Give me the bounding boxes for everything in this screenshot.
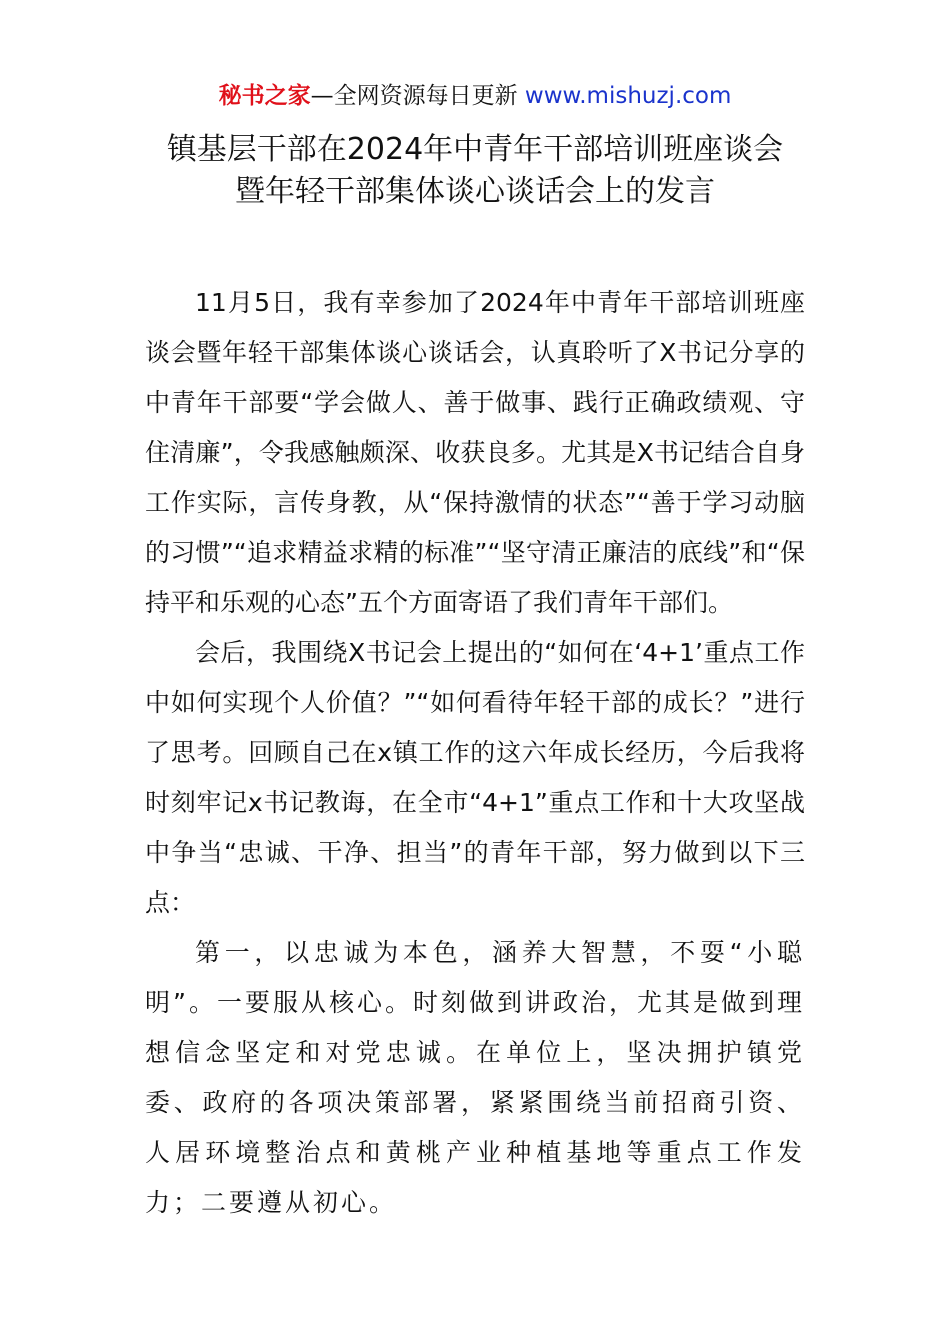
header-tagline: —全网资源每日更新 bbox=[310, 83, 525, 109]
body-paragraph-1: 11月5日，我有幸参加了2024年中青年干部培训班座谈会暨年轻干部集体谈心谈话会，认真聆听了X书记分享的中青年干部要“学会做人、善于做事、践行正确政绩观、守住清廉”，令我感触颇深、收获良多。尤其是X书记结合自身工作实际，言传身教，从“保持激情的状态”“善于学习动脑的习惯”“追求精益求精的标准”“坚守清正廉洁的底线”和“保持平和乐观的心态”五个方面寄语了我们青年干部们。 bbox=[145, 288, 805, 617]
title-line-2: 暨年轻干部集体谈心谈话会上的发言 bbox=[235, 174, 715, 209]
document-body bbox=[145, 278, 805, 1228]
title-line-1: 镇基层干部在2024年中青年干部培训班座谈会 bbox=[166, 132, 784, 167]
site-url-link[interactable]: www.mishuzj.com bbox=[524, 83, 732, 109]
body-paragraph-3: 第一，以忠诚为本色，涵养大智慧，不耍“小聪明”。一要服从核心。时刻做到讲政治，尤其是做到理想信念坚定和对党忠诚。在单位上，坚决拥护镇党委、政府的各项决策部署，紧紧围绕当前招商引资、人居环境整治点和黄桃产业种植基地等重点工作发力；二要遵从初心。 bbox=[145, 938, 805, 1217]
brand-name: 秘书之家 bbox=[218, 83, 311, 109]
site-header bbox=[0, 80, 950, 112]
body-paragraph-2: 会后，我围绕X书记会上提出的“如何在‘4+1’重点工作中如何实现个人价值？”“如何看待年轻干部的成长？”进行了思考。回顾自己在x镇工作的这六年成长经历，今后我将时刻牢记x书记教诲，在全市“4+1”重点工作和十大攻坚战中争当“忠诚、干净、担当”的青年干部，努力做到以下三点： bbox=[145, 638, 805, 917]
document-title bbox=[0, 129, 950, 213]
